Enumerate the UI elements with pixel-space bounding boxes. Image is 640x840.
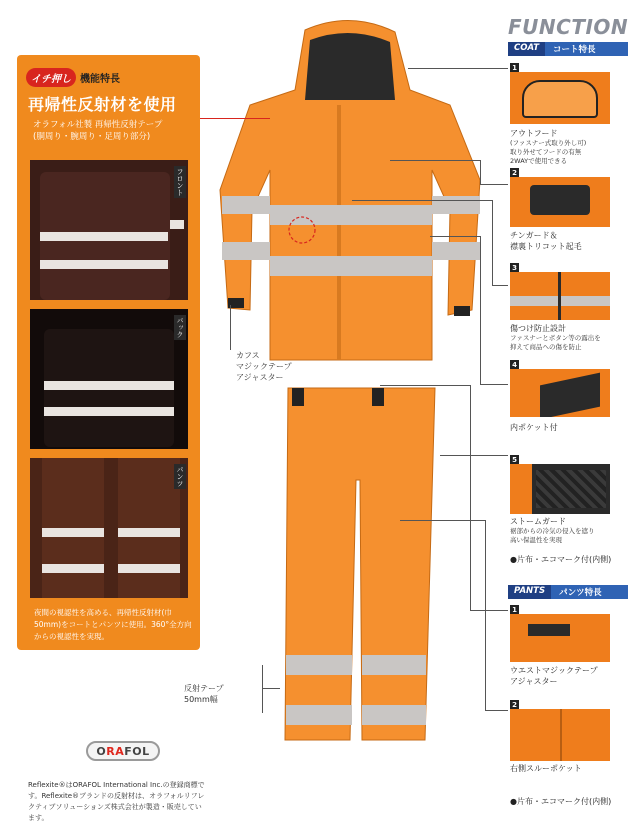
pants-note: ●片布・エコマーク付(内側) [510, 797, 612, 806]
pants-item-number: 2 [510, 700, 519, 709]
feature-subtitle-2: (胴周り・腕周り・足周り部分) [33, 132, 151, 142]
waist-adjuster-photo [510, 614, 610, 662]
coat-item-caption: 傷つけ防止設計 ファスナーとボタン等の露出を 抑えて商品への傷を防止 [510, 324, 601, 351]
feature-tag [26, 68, 120, 87]
through-pocket-photo [510, 709, 610, 761]
trademark-note: Reflexite®はORAFOL International Inc.の登録商標です。Reflexite®ブランドの反射材は、オラフォルリフレクティブソリューションズ株式会社が製造・販売しています。 [28, 781, 205, 822]
photo-tag-front: フロント [176, 168, 184, 196]
night-photo-front [30, 160, 188, 300]
feature-subtitle: オラフォル社製 再帰性反射テープ [33, 120, 163, 130]
coat-item-number: 3 [510, 263, 519, 272]
reflective-caption: 夜間の視認性を高める、再帰性反射材(巾50mm)をコートとパンツに使用。360°全方向からの視認性を実現。 [34, 608, 192, 641]
function-title: FUNCTION [508, 15, 629, 39]
photo-tag-back: バック [176, 317, 184, 338]
top-pick-badge: イチ押し [26, 68, 76, 87]
feature-title: 再帰性反射材を使用 [28, 95, 177, 114]
reflective-tape-callout: 反射テープ 50mm幅 [184, 684, 224, 704]
coat-item-number: 4 [510, 360, 519, 369]
inner-pocket-photo [510, 369, 610, 417]
rainwear-illustration [210, 10, 500, 840]
feature-label: 機能特長 [80, 74, 120, 85]
coat-section-header: COAT コート特長 [508, 42, 628, 56]
pants-item-caption: 右側スルーポケット [510, 764, 582, 773]
coat-item-number: 5 [510, 455, 519, 464]
coat-item-number: 1 [510, 63, 519, 72]
coat-item-number: 2 [510, 168, 519, 177]
cuff-callout: カフス マジックテープ アジャスター [236, 351, 292, 382]
pants-item-caption: ウエストマジックテープ アジャスター [510, 666, 598, 686]
coat-item-caption: ストームガード 裾部からの冷気の侵入を遮り 高い保温性を実現 [510, 517, 595, 544]
outer-hood-photo [510, 72, 610, 124]
photo-tag-pants: パンツ [176, 466, 184, 487]
coat-item-caption: アウトフード (ファスナー式取り外し可) 取り外せてフードの有無 2WAYで使用できる [510, 129, 587, 165]
night-photo-back [30, 309, 188, 449]
coat-illustration [220, 20, 480, 360]
storm-guard-photo [510, 464, 610, 514]
coat-item-caption: 内ポケット付 [510, 423, 558, 432]
orafol-logo: O RA FOL [86, 741, 160, 761]
pants-item-number: 1 [510, 605, 519, 614]
pants-section-header: PANTS パンツ特長 [508, 585, 628, 599]
scratch-guard-photo [510, 272, 610, 320]
night-photo-pants [30, 458, 188, 598]
coat-item-caption: チンガード＆ 襟裏トリコット起毛 [510, 231, 582, 251]
coat-note: ●片布・エコマーク付(内側) [510, 555, 612, 564]
pants-illustration [285, 388, 435, 740]
chin-guard-photo [510, 177, 610, 227]
